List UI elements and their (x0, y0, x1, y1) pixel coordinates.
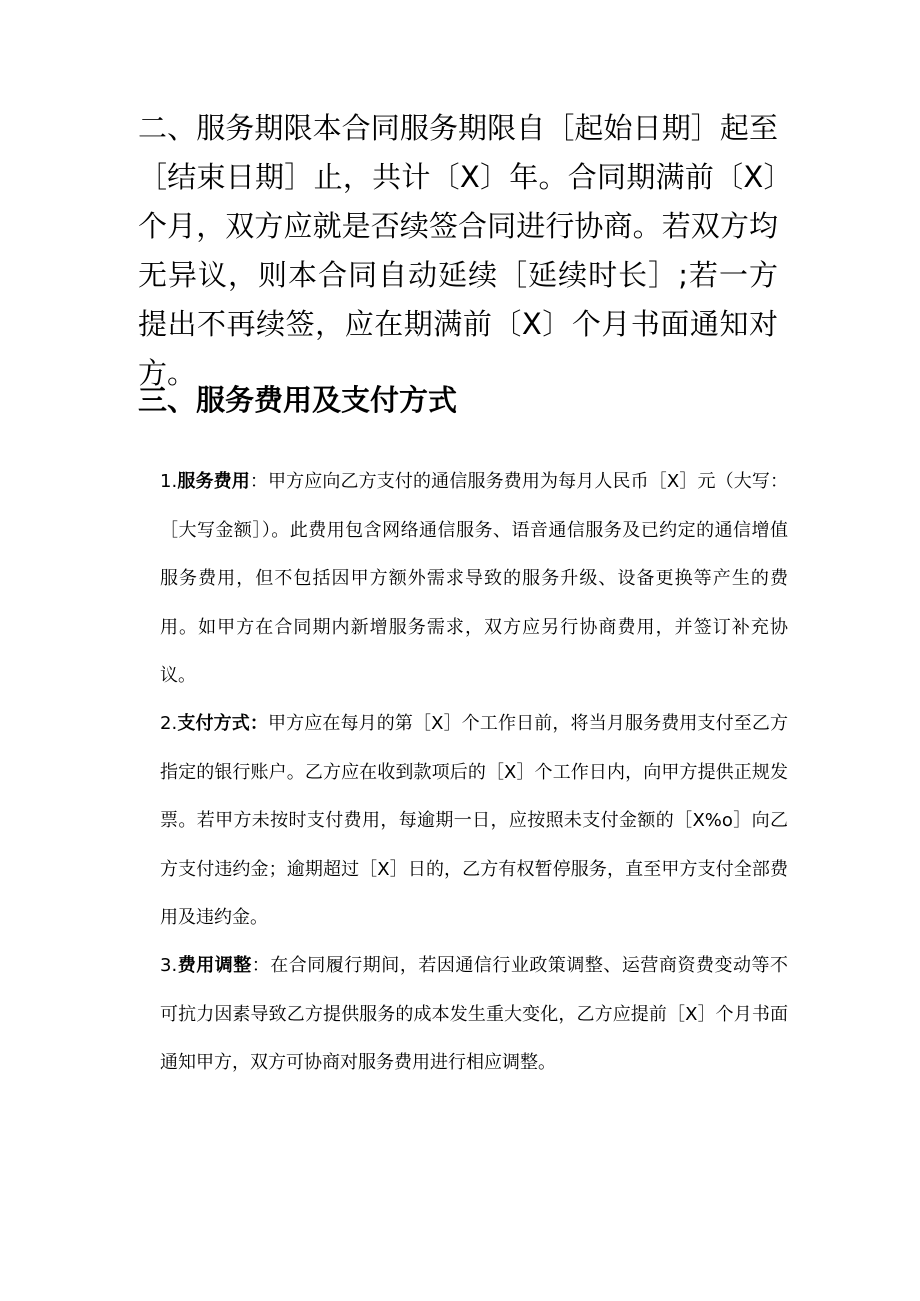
clause-number: 2. (160, 713, 178, 734)
section-2-paragraph: 二、服务期限本合同服务期限自［起始日期］起至［结束日期］止，共计〔X〕年。合同期满前〔X〕个月，双方应就是否续签合同进行协商。若双方均无异议，则本合同自动延续［延续时长］;若一方提出不再续签，应在期满前〔X〕个月书面通知对方。 (138, 111, 778, 390)
clause-separator: ： (251, 955, 271, 976)
clause-text: 甲方应向乙方支付的通信服务费用为每月人民币［X］元（大写：［大写金额］）。此费用包含网络通信服务、语音通信服务及已约定的通信增值服务费用，但不包括因甲方额外需求导致的服务升级、设备更换等产生的费用。如甲方在合同期内新增服务需求，双方应另行协商费用，并签订补充协议。 (160, 471, 789, 686)
clause-separator: ： (249, 471, 268, 492)
clause-text: 在合同履行期间，若因通信行业政策调整、运营商资费变动等不可抗力因素导致乙方提供服务的成本发生重大变化，乙方应提前［X］个月书面通知甲方，双方可协商对服务费用进行相应调整。 (160, 955, 789, 1073)
clause-number: 1. (160, 471, 178, 492)
fee-adjustment-clause (160, 942, 788, 1088)
clause-term: 服务费用 (177, 471, 250, 492)
clause-text: 甲方应在每月的第［X］个工作日前，将当月服务费用支付至乙方指定的银行账户。乙方应在收到款项后的［X］个工作日内，向甲方提供正规发票。若甲方未按时支付费用，每逾期一日，应按照未支付金额的［X%o］向乙方支付违约金；逾期超过［X］日的，乙方有权暂停服务，直至甲方支付全部费用及违约金。 (160, 713, 789, 928)
clause-term: 费用调整 (177, 955, 252, 976)
clause-number: 3. (160, 955, 178, 976)
clause-term: 支付方式： (177, 713, 268, 734)
fee-clause (160, 458, 788, 701)
section-3-heading: 三、服务费用及支付方式 (138, 383, 458, 417)
payment-clause (160, 700, 788, 943)
